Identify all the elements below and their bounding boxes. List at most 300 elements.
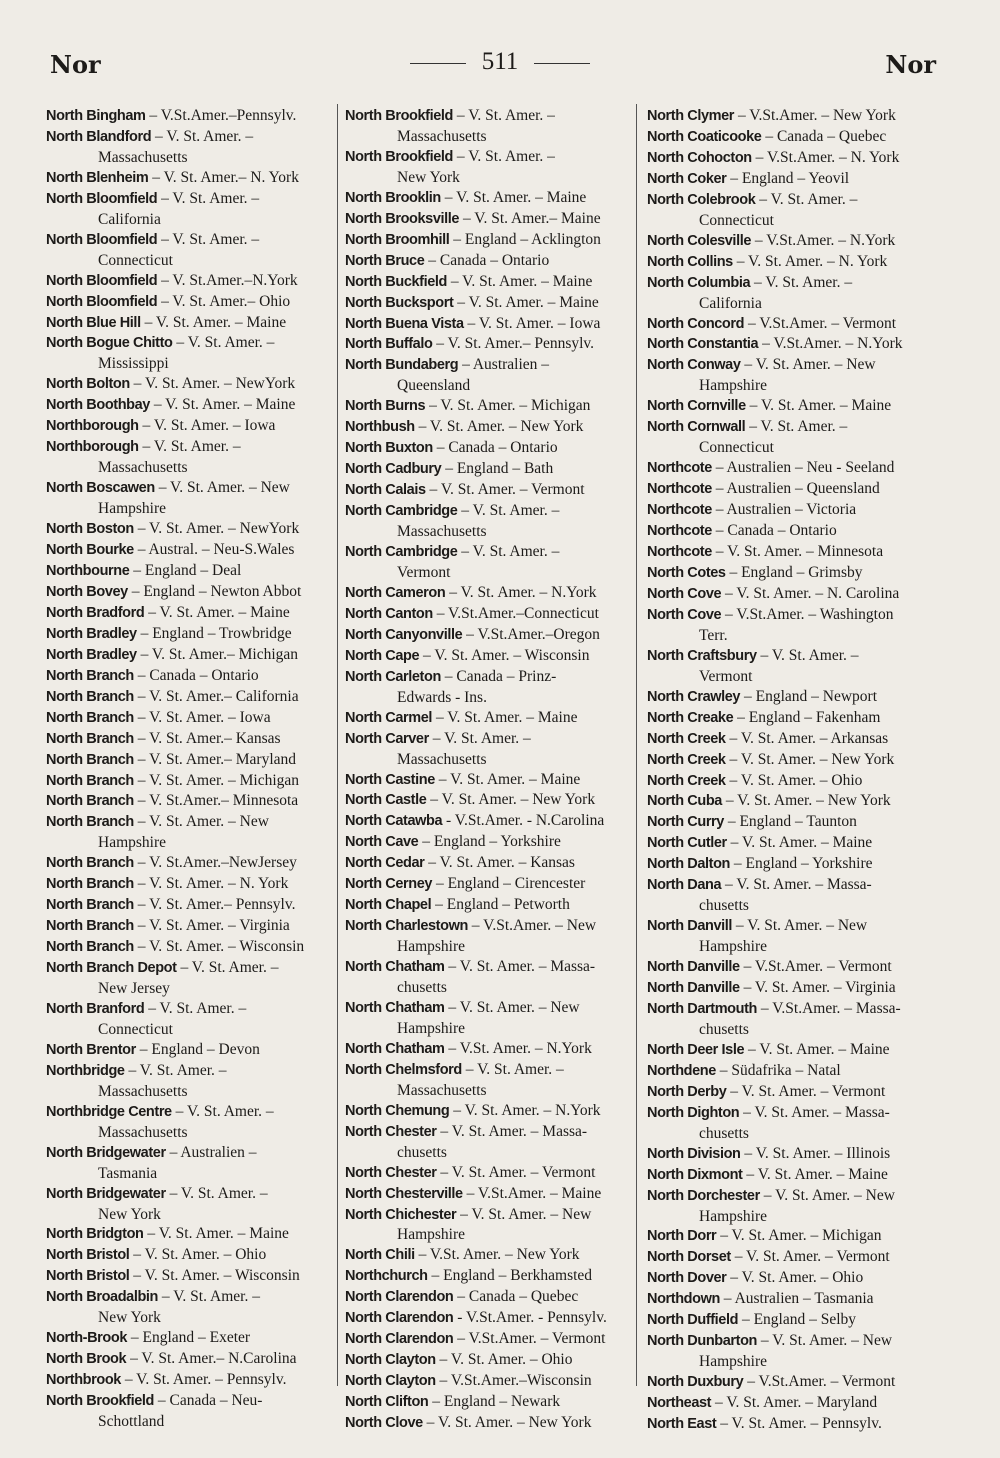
place-name: North Cambridge [345,503,458,520]
gazetteer-entry [345,667,637,688]
place-name: North Chatham [345,1040,445,1057]
place-name: North Chili [345,1247,415,1264]
place-name: North Dixmont [647,1166,743,1183]
place-location: chusetts [397,979,447,997]
place-name: North Carver [345,730,429,747]
gazetteer-entry [46,1245,338,1266]
place-location: – V.St.Amer.–Wisconsin [435,1372,592,1390]
place-location: Massachusetts [397,1081,487,1099]
place-location: – V. St. Amer.– Kansas [133,729,281,747]
place-location: – England – Exeter [126,1329,251,1347]
place-name: Northbridge Centre [46,1103,172,1120]
entry-continuation [647,937,939,957]
gazetteer-entry [647,812,939,833]
place-name: Northbourne [46,562,130,579]
page-number-line [0,48,1000,76]
entry-continuation [46,1082,338,1102]
gazetteer-entry [345,1184,637,1205]
place-location: New York [397,168,460,186]
place-name: Northborough [46,439,139,456]
entry-continuation [647,1207,939,1227]
gazetteer-entry [46,230,338,251]
place-name: North Dorr [647,1228,717,1245]
place-name: North Brook [46,1351,127,1368]
gazetteer-entry [647,1331,939,1352]
gazetteer-entry [647,916,939,937]
place-location: – England – Acklington [449,230,601,248]
place-name: North Branch [46,772,134,789]
gazetteer-entry [345,293,637,314]
place-name: North Conway [647,357,741,374]
place-name: North Creek [647,730,726,747]
place-location: – V. St. Amer. – Ohio [129,1246,267,1264]
entry-continuation [345,127,637,147]
gazetteer-entry [345,853,637,874]
place-location: – V.St.Amer. – Maine [462,1184,602,1202]
entry-continuation [46,148,338,168]
place-location: – V. St. Amer. – New York [422,1414,592,1432]
place-name: North Cove [647,585,722,602]
place-location: Connecticut [98,1020,173,1038]
place-location: – V. St. Amer. – New York [721,792,891,810]
place-name: North Cave [345,834,419,851]
place-name: North Clifton [345,1394,429,1411]
place-location: – V. St. Amer.– N. York [148,168,299,186]
place-name: North Brookfield [345,108,453,124]
place-name: North Bridgton [46,1226,144,1243]
gazetteer-entry [46,1266,338,1287]
place-name: North Bradley [46,625,137,642]
place-location: – Südafrika – Natal [715,1061,841,1079]
gazetteer-entry [647,458,939,479]
gazetteer-entry [46,645,338,666]
entry-continuation [345,1225,637,1245]
place-name: North Dunbarton [647,1333,757,1350]
header-dash-right [534,63,590,64]
gazetteer-entry [345,417,637,438]
place-name: North Duxbury [647,1374,744,1391]
entry-continuation [46,1308,338,1328]
place-name: North Chesterville [345,1185,463,1202]
place-name: North Broomhill [345,231,450,248]
place-location: – England – Bath [441,460,554,478]
place-location: – V.St.Amer.–Pennsylv. [145,107,297,124]
gazetteer-entry [46,127,338,148]
gazetteer-entry [46,168,338,189]
gazetteer-entry [46,1391,338,1412]
place-location: – V. St. Amer. – Vermont [730,1248,890,1266]
place-name: North Bingham [46,108,146,124]
place-location: – England – Newton Abbot [127,582,302,600]
gazetteer-entry [46,582,338,603]
gazetteer-entry [345,209,637,230]
gazetteer-entry [647,1103,939,1124]
gazetteer-entry [345,396,637,417]
gazetteer-entry [647,563,939,584]
place-location: – V.St.Amer. – Vermont [743,1373,896,1391]
gazetteer-entry [345,1350,637,1371]
place-name: North Cedar [345,855,425,872]
place-name: North Creake [647,709,734,726]
entry-continuation [647,438,939,458]
place-location: – V. St. Amer. – New [740,356,876,374]
gazetteer-entry [647,1393,939,1414]
place-name: North Creek [647,772,726,789]
place-location: – V. St. Amer. – Maine [440,188,587,206]
gazetteer-entry [647,396,939,417]
place-location: Queensland [397,377,471,395]
gazetteer-entry [647,169,939,190]
place-location: – Australien – Queensland [711,480,880,498]
place-location: – V.St.Amer.–Oregon [462,625,600,643]
place-name: North Branch [46,751,134,768]
place-location: California [699,294,762,312]
place-location: – V. St. Amer. – [453,107,555,124]
gazetteer-entry [647,750,939,771]
place-name: North Curry [647,814,724,831]
place-name: Northcote [647,502,712,519]
place-location: chusetts [699,897,749,915]
place-name: North Clove [345,1415,423,1432]
place-name: North Broadalbin [46,1289,159,1306]
place-name: North Bucksport [345,294,454,311]
place-name: North Cuba [647,793,722,810]
gazetteer-entry [46,1287,338,1308]
place-location: – V. St. Amer. – [124,1061,227,1079]
place-location: Massachusetts [397,523,487,541]
place-location: – V. St. Amer. – [138,438,241,456]
gazetteer-entry [46,1184,338,1205]
gazetteer-entry [345,770,637,791]
place-name: North Brookfield [46,1393,154,1410]
place-location: New York [98,1309,161,1327]
place-name: North Branch [46,688,134,705]
entry-continuation [46,354,338,374]
gazetteer-entry [345,542,637,563]
gazetteer-entry [345,708,637,729]
gazetteer-entry [345,1039,637,1060]
place-location: – V. St. Amer. – [457,502,560,520]
place-name: North Duffield [647,1312,739,1329]
gazetteer-entry [647,479,939,500]
place-location: – V. St. Amer. – Illinois [740,1144,891,1162]
place-location: – V. St. Amer. – [750,273,853,291]
place-location: – V.St.Amer.–Connecticut [432,604,599,622]
entry-continuation [647,1020,939,1040]
place-location: – V. St. Amer. – Maine [140,313,287,331]
place-location: Hampshire [397,1019,466,1037]
place-location: – V. St.Amer.–NewJersey [133,854,297,872]
place-name: North Clarendon [345,1310,454,1327]
gazetteer-entry [647,1268,939,1289]
page-number: 511 [481,48,519,75]
gazetteer-entry [345,729,637,750]
place-name: Northbush [345,419,415,436]
place-name: North Branford [46,1000,145,1017]
gazetteer-entry [647,1165,939,1186]
place-location: – V. St. Amer. – [756,646,859,664]
gazetteer-entry [345,811,637,832]
place-location: New York [98,1205,161,1223]
place-name: North Clymer [647,108,735,124]
gazetteer-entry [46,313,338,334]
gazetteer-entry [345,230,637,251]
place-location: – V. St. Amer. – Maine [745,397,892,415]
place-location: – V. St. Amer. – Pennsylv. [716,1415,882,1433]
place-location: – England – Taunton [723,813,857,831]
place-location: – V.St.Amer. – Vermont [453,1330,606,1348]
place-location: – V.St.Amer. – Vermont [739,958,892,976]
place-location: – England – Newark [428,1393,561,1411]
entry-continuation [345,563,637,583]
place-name: North Clarendon [345,1289,454,1306]
gazetteer-entry [345,998,637,1019]
place-location: – V. St. Amer. – [428,729,531,747]
gazetteer-entry [46,1143,338,1164]
gazetteer-entry [647,355,939,376]
entry-continuation [647,376,939,396]
place-name: North Bloomfield [46,293,158,310]
place-name: North Dorchester [647,1187,760,1204]
place-location: – V. St. Amer. – Kansas [424,854,575,872]
gazetteer-entry [647,127,939,148]
gazetteer-entry [46,937,338,958]
place-location: – V. St. Amer. – Massa- [436,1122,588,1140]
place-location: – V. St. Amer. – Maine [744,1040,890,1058]
gazetteer-entry [46,729,338,750]
gazetteer-entry [46,666,338,687]
place-location: – V. St. Amer. – Wisconsin [419,646,590,664]
place-name: North Dalton [647,856,730,873]
gazetteer-entry [345,895,637,916]
place-location: - V.St.Amer. - N.Carolina [442,812,605,830]
gazetteer-entry [46,999,338,1020]
gazetteer-entry [46,106,338,127]
gazetteer-entry [647,417,939,438]
gazetteer-entry [647,106,939,127]
place-location: – V. St.Amer.– Minnesota [133,792,299,810]
place-location: – V. St. Amer.– Pennsylv. [133,896,296,914]
place-location: California [98,210,161,228]
gazetteer-entry [345,1371,637,1392]
gazetteer-entry [345,604,637,625]
place-name: North Coker [647,170,727,187]
place-location: – V. St. Amer. – Ohio [435,1351,573,1369]
place-location: Connecticut [699,439,774,457]
entry-column-1 [46,106,338,1432]
place-location: Connecticut [699,211,774,229]
gazetteer-entry [345,1205,637,1226]
place-location: – England – Fakenham [733,708,881,726]
gazetteer-entry [46,292,338,313]
gazetteer-entry [46,708,338,729]
gazetteer-entry [46,1349,338,1370]
entry-continuation [345,978,637,998]
gazetteer-entry [345,1245,637,1266]
place-location: – V. St. Amer. – Maine [434,770,581,788]
place-name: North Deer Isle [647,1041,745,1058]
place-name: North Cove [647,606,722,623]
gazetteer-entry [647,1061,939,1082]
place-location: New Jersey [98,980,170,998]
place-location: – V. St. Amer. – New [759,1186,895,1204]
gazetteer-entry [647,500,939,521]
place-name: Northdown [647,1291,720,1308]
place-name: North Crawley [647,688,741,705]
place-location: – V. St. Amer. – Massa- [721,876,872,894]
place-name: Northborough [46,418,139,435]
entry-continuation [46,1412,338,1432]
place-name: North Buckfield [345,273,447,290]
place-location: – V. St. Amer.– Maryland [133,750,297,768]
place-name: North Danvill [647,918,733,935]
gazetteer-entry [647,854,939,875]
place-location: Massachusetts [98,148,188,166]
gazetteer-entry [647,314,939,335]
place-location: – V. St. Amer. – New York [426,791,596,809]
entry-continuation [46,1123,338,1143]
place-location: – V. St. Amer. – [171,1102,274,1120]
place-location: – V.St. Amer. – New York [414,1246,580,1264]
place-location: Terr. [699,626,728,644]
place-location: – V. St. Amer. – Maine [149,396,296,414]
place-name: North Derby [647,1083,727,1100]
gazetteer-entry [46,478,338,499]
place-location: – V. St. Amer. – New [154,479,290,497]
entry-continuation [345,688,637,708]
gazetteer-entry [345,625,637,646]
gazetteer-entry [46,1040,338,1061]
place-location: – V. St. Amer. – N. York [133,875,289,893]
gazetteer-entry [647,1372,939,1393]
place-location: – V. St. Amer. – [157,189,260,207]
gazetteer-entry [46,561,338,582]
gazetteer-entry [647,729,939,750]
gazetteer-entry [647,646,939,667]
place-location: Edwards - Ins. [397,688,487,706]
entry-column-3 [647,106,939,1435]
entry-continuation [647,667,939,687]
gazetteer-entry [345,480,637,501]
place-location: – V. St. Amer. – [461,1060,564,1078]
place-location: – England – Berkhamsted [427,1267,593,1285]
place-location: – V. St. Amer. – [453,147,555,165]
place-name: Northcote [647,481,712,498]
gazetteer-entry [46,540,338,561]
gazetteer-entry [345,1329,637,1350]
gazetteer-entry [46,771,338,792]
place-name: North Branch [46,667,134,684]
place-location: – V. St. Amer. – N. Carolina [721,584,900,602]
place-name: North Boscawen [46,480,155,497]
place-location: Hampshire [699,1207,768,1225]
entry-continuation [345,1081,637,1101]
place-location: Vermont [699,667,753,685]
entry-continuation [647,294,939,314]
gazetteer-entry [647,584,939,605]
gazetteer-entry [345,1060,637,1081]
place-location: – V. St. Amer. – [165,1184,268,1202]
place-location: – V. St. Amer.– California [133,687,299,705]
gazetteer-entry [345,272,637,293]
place-location: – Canada – Prinz- [440,667,557,685]
place-location: – V. St. Amer. – Massa- [444,958,596,976]
gazetteer-entry [46,895,338,916]
place-name: North Bloomfield [46,190,158,207]
place-location: Hampshire [98,500,167,518]
place-location: – V. St. Amer. – Virginia [739,979,896,997]
place-location: Tasmania [98,1164,158,1182]
gazetteer-entry [345,355,637,376]
place-name: North Chemung [345,1102,450,1119]
entry-continuation [46,210,338,230]
place-location: – V. St. Amer. – [755,190,858,208]
place-name: North Canyonville [345,626,463,643]
place-name: North Chatham [345,959,445,976]
place-location: – England – Selby [738,1311,857,1329]
place-location: – V. St. Amer. – Maine [453,293,599,311]
gazetteer-entry [46,333,338,354]
gazetteer-entry [345,251,637,272]
place-location: – Canada – Quebec [761,127,887,145]
place-name: North Dover [647,1270,727,1287]
gazetteer-entry [647,542,939,563]
entry-continuation [647,211,939,231]
place-name: North Carleton [345,668,441,685]
place-location: – V. St. Amer.– Pennsylv. [432,335,595,353]
place-name: North Buffalo [345,336,433,353]
entry-continuation [345,1019,637,1039]
gazetteer-entry [345,957,637,978]
place-location: – V. St. Amer. – [745,418,848,436]
place-location: Schottland [98,1413,165,1431]
place-location: – Canada – Neu- [154,1392,263,1410]
place-name: North Calais [345,482,426,499]
entry-continuation [46,1020,338,1040]
place-name: North Cameron [345,584,446,601]
place-location: – V. St. Amer. – New [444,998,580,1016]
gazetteer-entry [647,833,939,854]
place-location: – V. St. Amer. – [158,1288,260,1306]
gazetteer-entry [345,147,637,168]
place-name: Northchurch [345,1268,428,1285]
place-location: – V. St. Amer. – NewYork [129,375,296,393]
place-location: – V. St. Amer. – Minnesota [711,543,884,561]
entry-continuation [345,937,637,957]
place-location: – V. St. Amer. – Michigan [425,397,591,415]
place-location: chusetts [397,1143,447,1161]
place-name: North Brentor [46,1041,136,1058]
gazetteer-entry [345,874,637,895]
place-location: – V.St.Amer. – Vermont [744,314,897,332]
gazetteer-entry [647,957,939,978]
gazetteer-entry [345,334,637,355]
place-location: – Australien – Neu - Seeland [711,459,895,477]
place-location: – V. St. Amer. – [151,127,254,145]
place-name: North Chelmsford [345,1061,462,1078]
entry-continuation [647,1352,939,1372]
place-name: North Division [647,1145,741,1162]
place-name: North Canton [345,605,433,622]
gazetteer-entry [647,1226,939,1247]
place-location: – V. St. Amer. – Pennsylv. [120,1371,287,1389]
place-location: – England – Cirencester [432,875,586,893]
place-location: – Canada – Quebec [453,1288,579,1306]
gazetteer-entry [46,853,338,874]
place-name: North Blue Hill [46,314,141,331]
place-name: North Concord [647,315,745,332]
place-location: – V. St. Amer. – Vermont [726,1082,886,1100]
